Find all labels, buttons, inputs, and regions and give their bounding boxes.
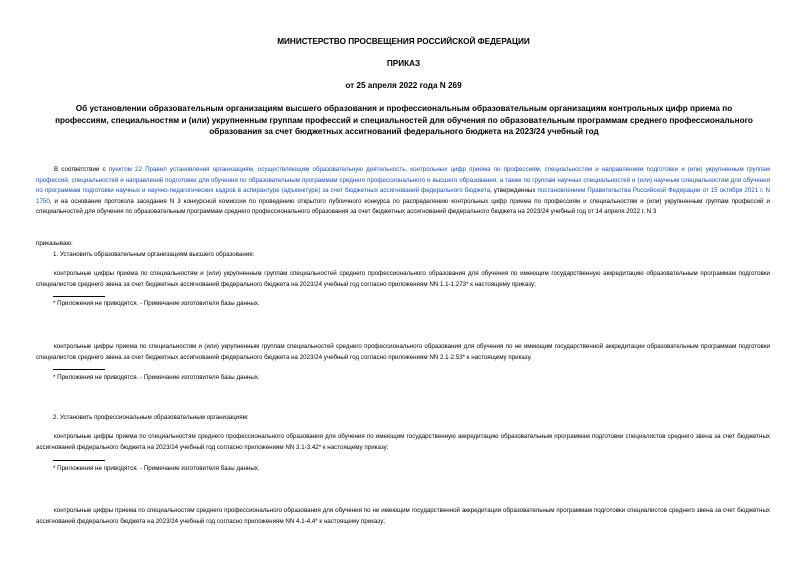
intro-text-1: В соответствии с xyxy=(54,166,109,173)
item1-footnote-b: * Приложения не приводятся. - Примечание изготовителя базы данных. xyxy=(53,374,260,381)
item2-footnote-a: * Приложения не приводятся. - Примечание изготовителя базы данных. xyxy=(53,465,260,472)
item1-para-b: контрольные цифры приема по специальностям и (или) укрупненным группам специальностей среднего профессионального образования для обучения по не имеющим государственной аккредитации образовательным программам подготовки специалистов среднего звена за счет бюджетных ассигнований федерального бюджета на 2023/24 учебный год согласно приложениям NN 2.1-2.53* к настоящему приказу. xyxy=(36,343,770,361)
rules-link[interactable]: пунктом 22 Правил установления организациям, осуществляющим образовательную деятельность, контрольных цифр приема по профессиям, специальностям и направлениям подготовки и (или) укрупненным группам профессий, специальностей и направлений подготовки для обучения по образовательным программам среднего профессионального и высшего образования, а также по группам научных специальностей и (или) научным специальностям для обучения по программам подготовки научных и научно-педагогических кадров в аспирантуре (адъюнктуре) за счет бюджетных ассигнований федерального бюджета xyxy=(36,166,770,194)
ministry-heading: МИНИСТЕРСТВО ПРОСВЕЩЕНИЯ РОССИЙСКОЙ ФЕДЕРАЦИИ xyxy=(277,37,530,46)
item1-footnote-a: * Приложения не приводятся. - Примечание изготовителя базы данных. xyxy=(53,300,260,307)
item2-para-a: контрольные цифры приема по специальностям среднего профессионального образования для обучения по имеющим государственную аккредитацию образовательным программам подготовки специалистов среднего звена за счет бюджетных ассигнований федерального бюджета на 2023/24 учебный год согласно приложениям NN 3.1-3.42* к настоящему приказу; xyxy=(36,433,770,451)
footnote-separator xyxy=(53,460,105,461)
footnote-separator xyxy=(53,369,105,370)
item2-para-b: контрольные цифры приема по специальностям среднего профессионального образования для обучения по не имеющим государственной аккредитации образовательным программам подготовки специалистов среднего звена за счет бюджетных ассигнований федерального бюджета на 2023/24 учебный год согласно приложениям NN 4.1-4.4* к настоящему приказу; xyxy=(36,507,770,525)
intro-paragraph xyxy=(36,165,770,218)
footnote-separator xyxy=(53,296,105,297)
intro-text-3: , и на основании протокола заседания N 3 конкурсной комиссии по проведению открытого публичного конкурса по распределению контрольных цифр приема по профессиям и специальностям и (или) укрупненным группам профессий и специальностей для обучения по образовательным программам среднего профессионального образования за счет бюджетных ассигнований федерального бюджета на 2023/24 учебный год от 14 апреля 2022 г. N 3 xyxy=(36,197,770,215)
order-word: приказываю: xyxy=(36,240,73,247)
document-type: ПРИКАЗ xyxy=(386,59,421,68)
resolution-link[interactable]: постановлением Правительства Российской Федерации от 15 октября 2021 г. N 1750 xyxy=(36,187,770,205)
item1-para-a: контрольные цифры приема по специальностям и (или) укрупненным группам специальностей среднего профессионального образования для обучения по имеющим государственную аккредитацию образовательным программам подготовки специалистов среднего звена за счет бюджетных ассигнований федерального бюджета на 2023/24 учебный год согласно приложениям NN 1.1-1.273* к настоящему приказу; xyxy=(36,270,770,288)
item1-heading: 1. Установить образовательным организациям высшего образования: xyxy=(53,251,255,258)
document-title: Об установлении образовательным организациям высшего образования и профессиональным образовательным организациям контрольных цифр приема по профессиям, специальностям и (или) укрупненным группам профессий и специальностей для обучения по образовательным программам среднего профессионального образования за счет бюджетных ассигнований федерального бюджета на 2023/24 учебный год xyxy=(55,104,753,136)
item2-heading: 2. Установить профессиональным образовательным организациям: xyxy=(53,414,249,421)
document-date: от 25 апреля 2022 года N 269 xyxy=(345,81,462,90)
intro-text-2: , утвержденных xyxy=(490,187,538,194)
